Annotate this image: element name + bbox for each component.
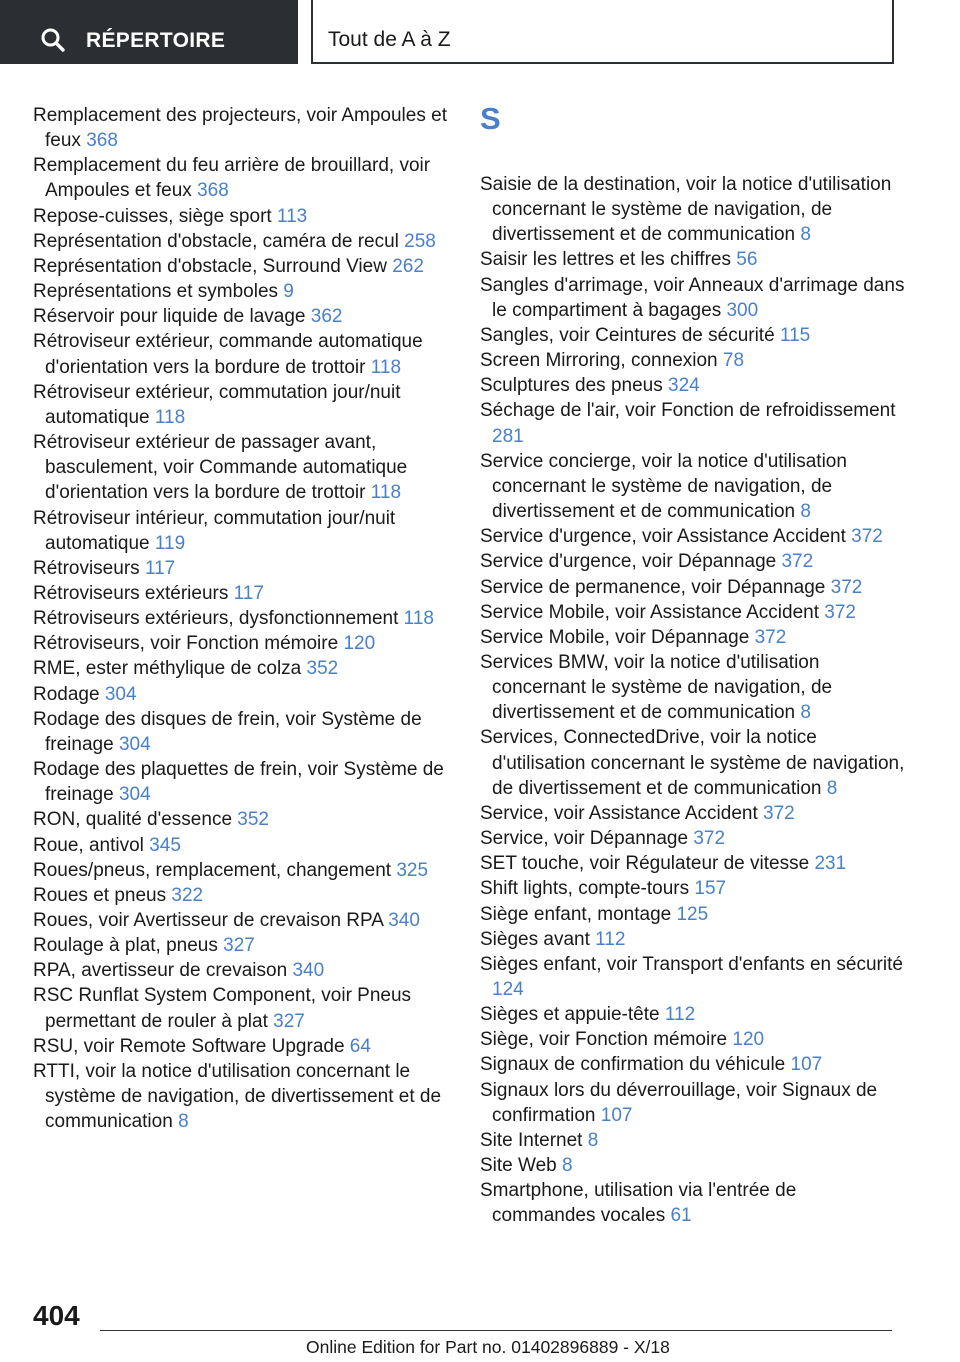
- index-entry: [33, 254, 451, 279]
- page-reference-link[interactable]: 78: [722, 350, 745, 372]
- header-tab-repertoire[interactable]: [0, 0, 298, 64]
- index-entry-text: Sièges et appuie-tête: [480, 1004, 660, 1026]
- page-reference-link[interactable]: 120: [343, 633, 376, 655]
- index-entry-text: Site Internet: [480, 1129, 583, 1151]
- index-entry: [480, 1052, 905, 1077]
- index-entry-text: Rodage: [33, 683, 100, 705]
- index-entry-text: Remplacement du feu arrière de brouillard, voir Ampoules et feux: [33, 155, 431, 202]
- index-entry-text: Signaux de confirmation du véhicule: [480, 1054, 786, 1076]
- page-reference-link[interactable]: 368: [197, 180, 229, 202]
- index-entry: [480, 1027, 905, 1052]
- page-reference-link[interactable]: 107: [790, 1054, 823, 1076]
- section-letter: S: [480, 101, 501, 136]
- index-entry-text: Roue, antivol: [33, 834, 144, 856]
- index-entry: [33, 556, 451, 581]
- page-reference-link[interactable]: 8: [178, 1111, 189, 1133]
- index-entry-text: Rétroviseurs: [33, 557, 140, 579]
- index-entry-text: Services BMW, voir la notice d'utilisation concernant le système de navigation, de divertissement et de communication: [480, 651, 833, 724]
- page-reference-link[interactable]: 372: [763, 802, 795, 824]
- index-entry: [480, 1128, 905, 1153]
- index-entry: [480, 323, 905, 348]
- page-reference-link[interactable]: 120: [732, 1029, 765, 1051]
- index-entry: [480, 952, 905, 1002]
- index-entry-text: Roues/pneus, remplacement, changement: [33, 859, 392, 881]
- index-entry: [33, 581, 451, 606]
- index-entry-text: Service, voir Dépannage: [480, 828, 689, 850]
- index-entry: [480, 851, 905, 876]
- page-reference-link[interactable]: 345: [149, 834, 181, 856]
- index-entry-text: RSU, voir Remote Software Upgrade: [33, 1035, 345, 1057]
- index-entry-text: RON, qualité d'essence: [33, 809, 233, 831]
- index-column-right: [480, 103, 905, 1229]
- page-reference-link[interactable]: 372: [781, 551, 814, 573]
- page-reference-link[interactable]: 118: [403, 608, 434, 630]
- page-reference-link[interactable]: 61: [670, 1205, 692, 1227]
- header-tab-a-to-z[interactable]: [311, 0, 894, 64]
- index-entry: [33, 833, 451, 858]
- index-entry: [480, 876, 905, 901]
- index-entry: [480, 524, 905, 549]
- index-entry: [480, 273, 905, 323]
- page-reference-link[interactable]: 8: [587, 1129, 599, 1151]
- page-reference-link[interactable]: 304: [118, 784, 151, 806]
- index-entry: [33, 506, 451, 556]
- page-reference-link[interactable]: 115: [779, 324, 811, 346]
- index-entry-text: Sièges enfant, voir Transport d'enfants en sécurité: [480, 953, 903, 975]
- index-entry: [33, 304, 451, 329]
- index-entry-text: Service d'urgence, voir Dépannage: [480, 551, 777, 573]
- index-entry-text: Smartphone, utilisation via l'entrée de commandes vocales: [480, 1180, 797, 1227]
- page-reference-link[interactable]: 362: [310, 306, 343, 328]
- page-reference-link[interactable]: 107: [600, 1104, 633, 1126]
- page-reference-link[interactable]: 157: [694, 878, 727, 900]
- index-entry-text: Siège, voir Fonction mémoire: [480, 1029, 728, 1051]
- index-entry-text: Service Mobile, voir Dépannage: [480, 626, 750, 648]
- page-reference-link[interactable]: 118: [370, 356, 402, 378]
- index-entry: [480, 902, 905, 927]
- page-reference-link[interactable]: 352: [306, 658, 339, 680]
- page-reference-link[interactable]: 322: [171, 884, 204, 906]
- index-entry-text: Screen Mirroring, connexion: [480, 350, 718, 372]
- page-reference-link[interactable]: 304: [118, 733, 151, 755]
- index-entry: [33, 380, 451, 430]
- page-reference-link[interactable]: 8: [800, 224, 811, 246]
- index-entry-text: RME, ester méthylique de colza: [33, 658, 302, 680]
- index-entry: [480, 549, 905, 574]
- page-reference-link[interactable]: 64: [349, 1035, 371, 1057]
- index-entry: [33, 707, 451, 757]
- index-entry: [480, 927, 905, 952]
- index-entry-text: Services, ConnectedDrive, voir la notice d'utilisation concernant le système de navigation, de divertissement et de communication: [480, 727, 905, 799]
- page-reference-link[interactable]: 372: [851, 526, 883, 548]
- index-entry-text: Service, voir Assistance Accident: [480, 802, 758, 824]
- page-reference-link[interactable]: 8: [826, 777, 838, 799]
- index-entry-text: Séchage de l'air, voir Fonction de refroidissement: [480, 400, 896, 422]
- page-reference-link[interactable]: 372: [830, 576, 863, 598]
- index-entry: [33, 682, 451, 707]
- index-entry: [480, 398, 905, 448]
- header-tab-label: Tout de A à Z: [328, 28, 451, 51]
- index-entries-right: [480, 172, 905, 1229]
- page-reference-link[interactable]: 340: [292, 960, 325, 982]
- index-entry: [33, 229, 451, 254]
- page-reference-link[interactable]: 327: [273, 1010, 305, 1032]
- index-column-left: [33, 103, 451, 1134]
- index-entry-text: SET touche, voir Régulateur de vitesse: [480, 853, 810, 875]
- index-entry: [33, 883, 451, 908]
- index-entry: [33, 329, 451, 379]
- index-entry: [33, 606, 451, 631]
- index-entry-text: Roues et pneus: [33, 884, 167, 906]
- page-number: 404: [33, 1300, 80, 1331]
- index-entry: [480, 625, 905, 650]
- index-entry-text: Représentation d'obstacle, caméra de recul: [33, 230, 399, 252]
- page-reference-link[interactable]: 8: [800, 501, 811, 523]
- page-reference-link[interactable]: 8: [562, 1155, 573, 1177]
- index-entry: [33, 204, 451, 229]
- index-entry: [33, 958, 451, 983]
- page-reference-link[interactable]: 119: [154, 532, 186, 554]
- index-entry: [480, 373, 905, 398]
- index-entry: [33, 983, 451, 1033]
- index-entry: [480, 1078, 905, 1128]
- index-entry: [33, 153, 451, 203]
- index-entry: [33, 908, 451, 933]
- page-reference-link[interactable]: 124: [492, 979, 524, 1000]
- index-entry-text: RSC Runflat System Component, voir Pneus permettant de rouler à plat: [33, 985, 412, 1032]
- index-entry: [33, 858, 451, 883]
- index-entry: [480, 801, 905, 826]
- index-entry: [33, 1034, 451, 1059]
- page-reference-link[interactable]: 340: [388, 910, 420, 931]
- index-entry-text: Sièges avant: [480, 928, 590, 950]
- index-entry: [480, 650, 905, 725]
- index-entry: [480, 1178, 905, 1228]
- page-reference-link[interactable]: 56: [736, 249, 758, 271]
- page-reference-link[interactable]: 117: [144, 557, 176, 579]
- index-entry: [480, 826, 905, 851]
- header-tab-label: RÉPERTOIRE: [86, 29, 226, 52]
- index-entry-text: Service d'urgence, voir Assistance Accident: [480, 526, 846, 548]
- index-entry-text: Rétroviseurs extérieurs, dysfonctionnement: [33, 608, 399, 630]
- index-entry: [480, 172, 905, 247]
- page-reference-link[interactable]: 324: [668, 375, 700, 397]
- index-entry-text: Rodage des plaquettes de frein, voir Système de freinage: [33, 759, 444, 806]
- page-reference-link[interactable]: 231: [814, 853, 847, 875]
- index-entry-text: Saisir les lettres et les chiffres: [480, 249, 731, 271]
- index-entry-text: Service concierge, voir la notice d'utilisation concernant le système de navigation, de divertissement et de communication: [480, 450, 847, 523]
- page-reference-link[interactable]: 118: [154, 406, 186, 428]
- index-entry-text: Service de permanence, voir Dépannage: [480, 576, 826, 598]
- index-entry: [480, 575, 905, 600]
- index-entry: [480, 1002, 905, 1027]
- index-entry-text: Repose-cuisses, siège sport: [33, 205, 272, 227]
- index-entry: [480, 449, 905, 524]
- index-entry-text: Siège enfant, montage: [480, 903, 672, 925]
- index-entry-text: Rétroviseurs extérieurs: [33, 582, 229, 604]
- index-entry: [480, 600, 905, 625]
- page-reference-link[interactable]: 372: [824, 601, 856, 623]
- footer-edition-text: Online Edition for Part no. 01402896889 - X/18: [306, 1337, 670, 1357]
- index-entry-text: Shift lights, compte-tours: [480, 878, 690, 900]
- page-reference-link[interactable]: 9: [283, 281, 294, 303]
- page-reference-link[interactable]: 325: [396, 859, 429, 881]
- index-entry: [33, 757, 451, 807]
- index-entry: [33, 103, 451, 153]
- index-entry-text: Roues, voir Avertisseur de crevaison RPA: [33, 910, 383, 931]
- index-entry-text: Service Mobile, voir Assistance Accident: [480, 601, 819, 623]
- index-entry-text: Rétroviseur extérieur de passager avant, basculement, voir Commande automatique d'orientation vers la bordure de trottoir: [33, 432, 408, 504]
- index-entry: [33, 807, 451, 832]
- page-reference-link[interactable]: 281: [492, 425, 524, 447]
- index-entry: [480, 725, 905, 800]
- page-reference-link[interactable]: 327: [223, 935, 255, 957]
- index-entry: [33, 279, 451, 304]
- footer-divider: [100, 1330, 892, 1331]
- page-reference-link[interactable]: 117: [233, 582, 264, 604]
- page-reference-link[interactable]: 125: [676, 903, 709, 925]
- index-entry: [33, 430, 451, 505]
- index-entry-text: Représentations et symboles: [33, 281, 279, 303]
- index-entry-text: Rétroviseur extérieur, commande automatique d'orientation vers la bordure de trottoir: [33, 331, 423, 378]
- page-reference-link[interactable]: 372: [693, 828, 726, 850]
- index-entry-text: Signaux lors du déverrouillage, voir Signaux de confirmation: [480, 1079, 878, 1126]
- index-entry-text: Roulage à plat, pneus: [33, 935, 218, 957]
- page-reference-link[interactable]: 112: [595, 928, 626, 950]
- page-reference-link[interactable]: 118: [370, 482, 402, 504]
- index-entry-text: Remplacement des projecteurs, voir Ampoules et feux: [33, 105, 447, 152]
- search-icon: [40, 27, 66, 53]
- page-reference-link[interactable]: 300: [726, 299, 759, 321]
- index-entry-text: Sangles d'arrimage, voir Anneaux d'arrimage dans le compartiment à bagages: [480, 274, 905, 321]
- index-entry: [33, 656, 451, 681]
- index-entry-text: Sculptures des pneus: [480, 375, 663, 397]
- page-reference-link[interactable]: 352: [237, 809, 269, 831]
- index-entry: [480, 348, 905, 373]
- index-entry: [480, 247, 905, 272]
- index-entry-text: Saisie de la destination, voir la notice d'utilisation concernant le système de navigation, de divertissement et de communication: [480, 174, 892, 246]
- index-entry: [33, 933, 451, 958]
- index-entry-text: Rodage des disques de frein, voir Système de freinage: [33, 708, 422, 755]
- index-entry-text: Rétroviseurs, voir Fonction mémoire: [33, 633, 339, 655]
- index-entry-text: RPA, avertisseur de crevaison: [33, 960, 288, 982]
- index-entry-text: Sangles, voir Ceintures de sécurité: [480, 324, 775, 346]
- page-reference-link[interactable]: 304: [104, 683, 137, 705]
- index-entry-text: Rétroviseur intérieur, commutation jour/nuit automatique: [33, 507, 396, 554]
- index-entry-text: Site Web: [480, 1155, 557, 1177]
- index-entry: [480, 1153, 905, 1178]
- page-reference-link[interactable]: 368: [86, 130, 118, 152]
- page-reference-link[interactable]: 113: [276, 205, 308, 227]
- index-entry-text: Réservoir pour liquide de lavage: [33, 306, 306, 328]
- page-reference-link[interactable]: 262: [392, 255, 424, 277]
- page-reference-link[interactable]: 8: [800, 702, 811, 724]
- index-entry: [33, 631, 451, 656]
- page-reference-link[interactable]: 112: [664, 1004, 696, 1026]
- index-entry: [33, 1059, 451, 1134]
- index-entry-text: Représentation d'obstacle, Surround View: [33, 255, 387, 277]
- index-entry-text: RTTI, voir la notice d'utilisation concernant le système de navigation, de divertissement et de communication: [33, 1060, 442, 1133]
- index-entry-text: Rétroviseur extérieur, commutation jour/nuit automatique: [33, 381, 401, 428]
- page-reference-link[interactable]: 372: [754, 626, 787, 648]
- page-reference-link[interactable]: 258: [404, 230, 436, 252]
